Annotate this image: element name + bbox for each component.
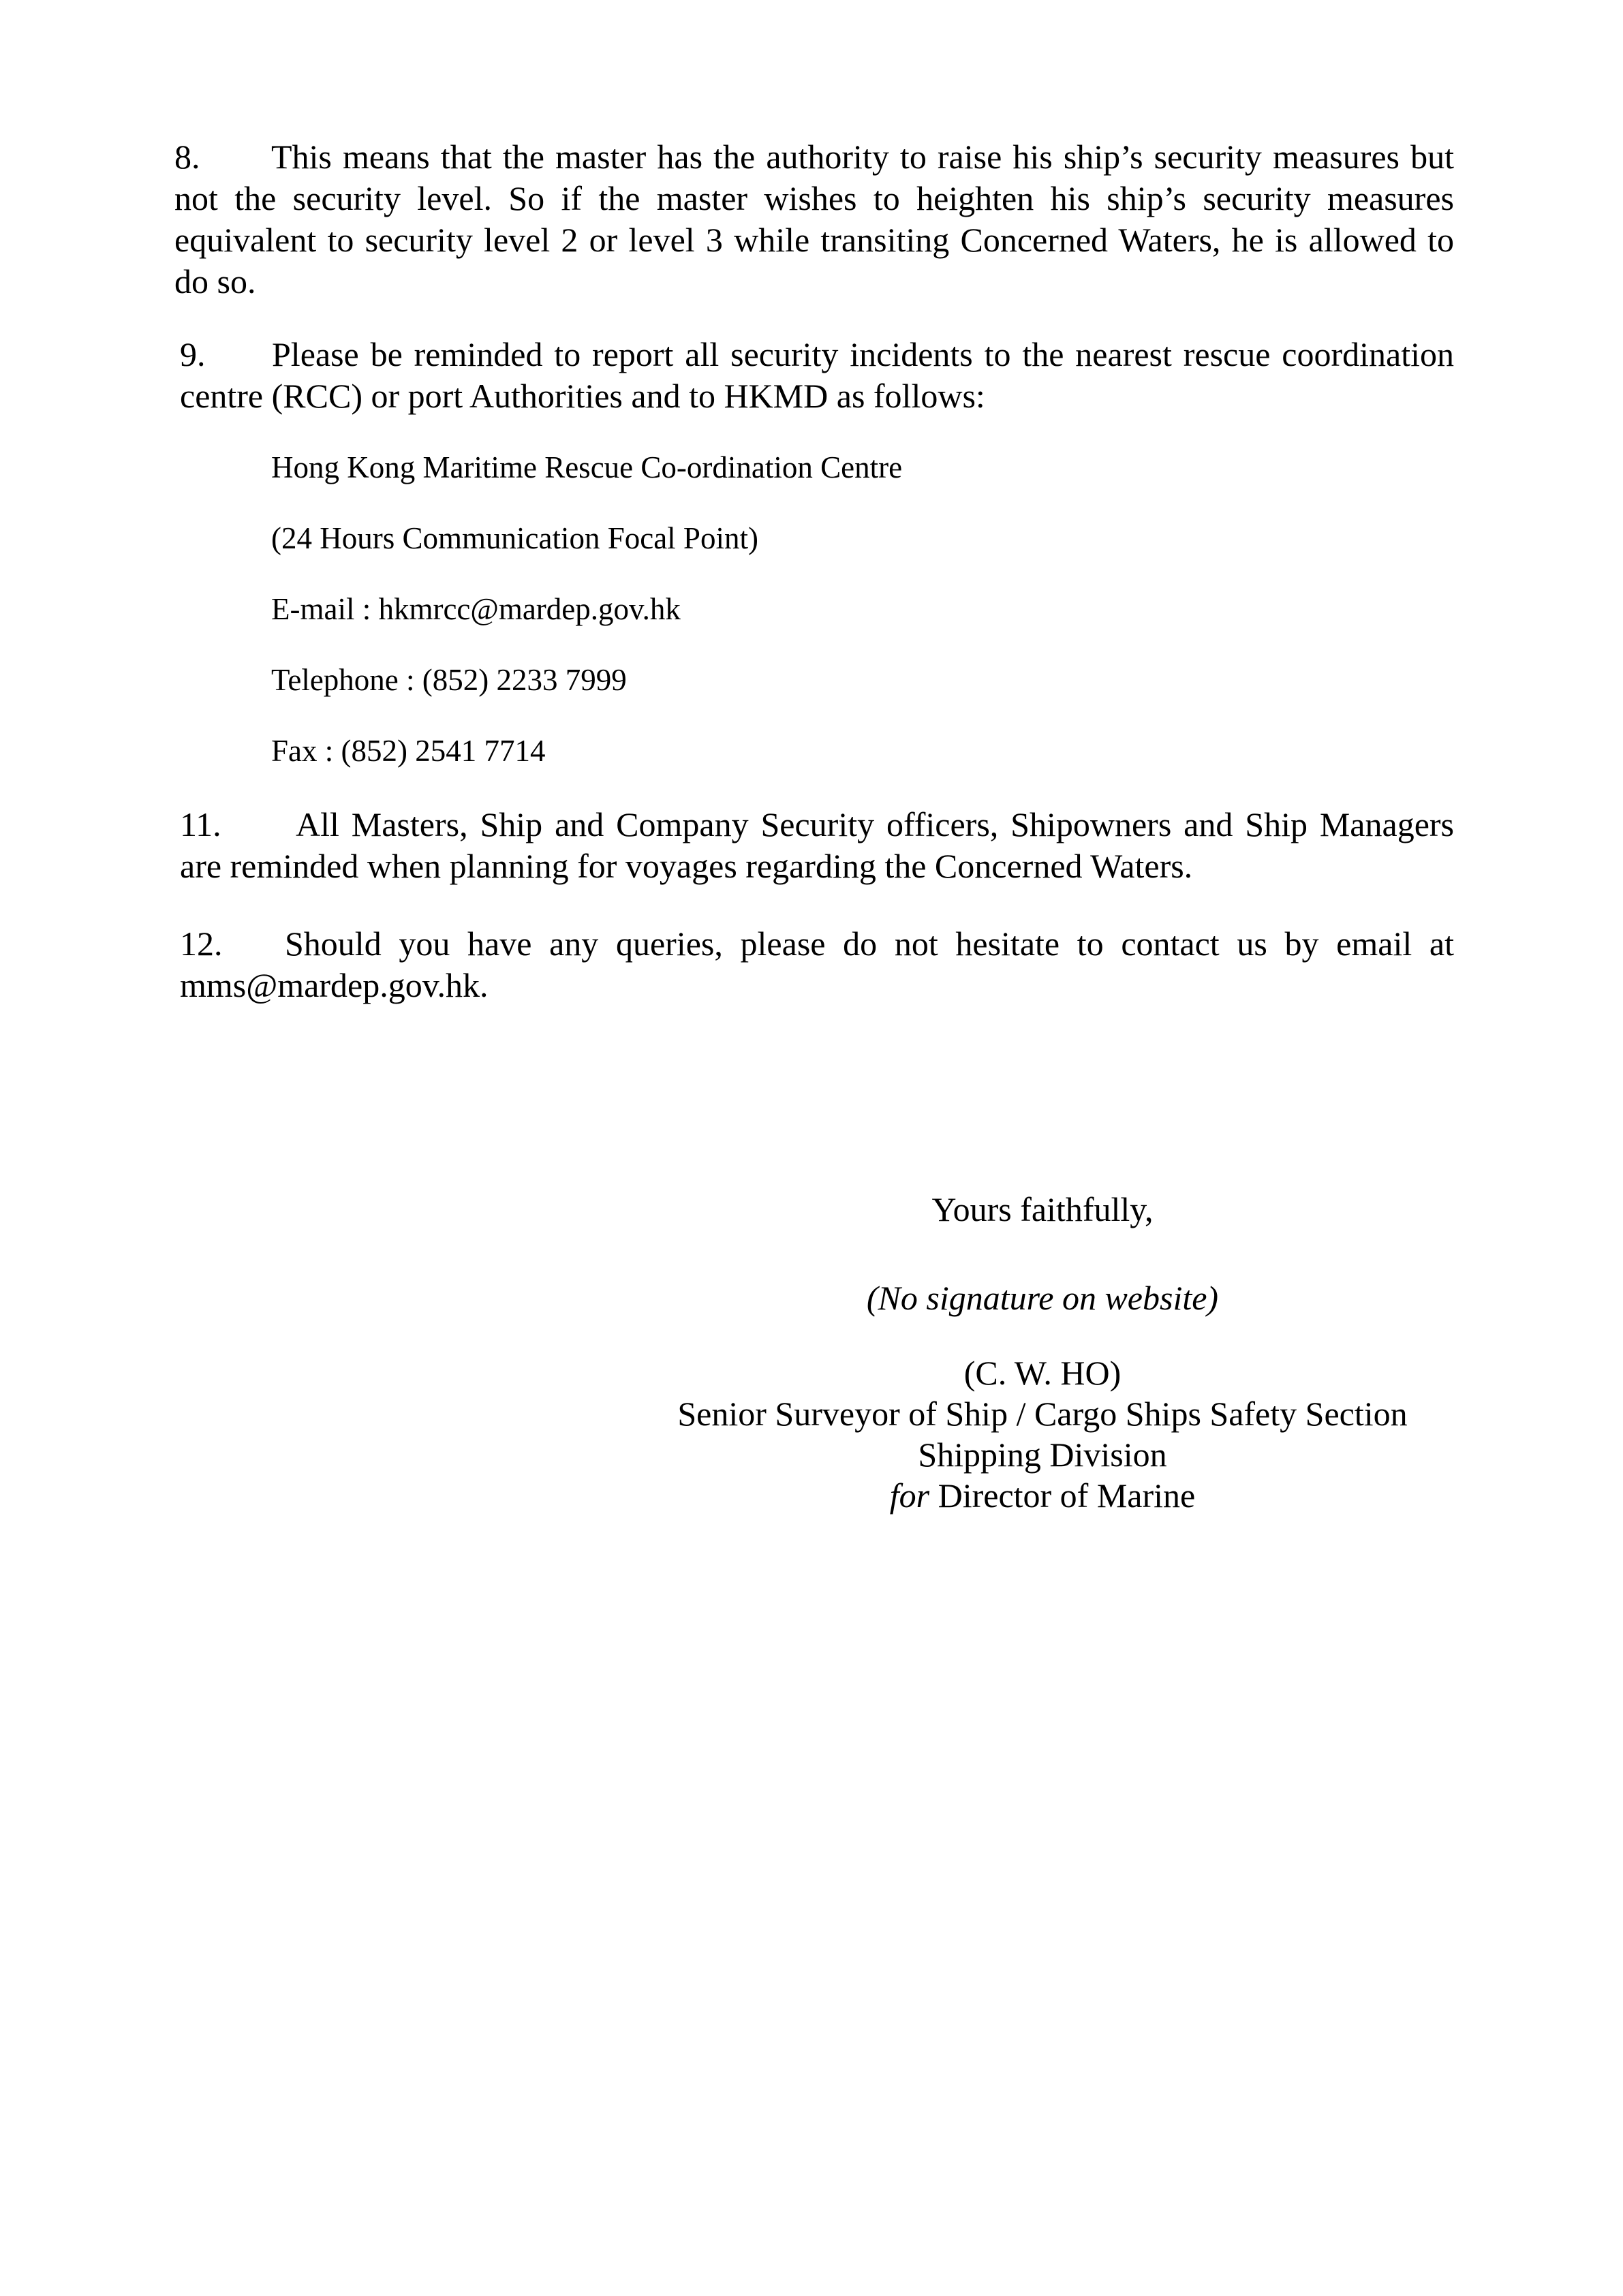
signatory-title: Senior Surveyor of Ship / Cargo Ships Safety Section — [677, 1395, 1408, 1433]
contact-note: (24 Hours Communication Focal Point) — [271, 521, 758, 555]
paragraph-text: Should you have any queries, please do not hesitate to contact us by email at mms@mardep.gov.hk. — [180, 925, 1454, 1004]
signatory-name: (C. W. HO) — [963, 1354, 1122, 1392]
contact-telephone: Telephone : (852) 2233 7999 — [271, 663, 627, 697]
signatory-division: Shipping Division — [918, 1436, 1167, 1474]
paragraph-9 — [180, 334, 1454, 417]
paragraph-number: 9. — [180, 335, 206, 373]
paragraph-11 — [180, 804, 1454, 887]
paragraph-text: This means that the master has the authority to raise his ship’s security measures but not the security level. So if the master wishes to heighten his ship’s security measures equivalent to security level 2 or level 3 while transiting Concerned Waters, he is allowed to do so. — [174, 138, 1454, 300]
for-word: for — [889, 1476, 930, 1515]
paragraph-text: Please be reminded to report all security incidents to the nearest rescue coordination centre (RCC) or port Authorities and to HKMD as follows: — [180, 335, 1454, 415]
signatory-for-line — [640, 1475, 1444, 1517]
contact-fax: Fax : (852) 2541 7714 — [271, 734, 546, 768]
paragraph-number: 8. — [174, 138, 200, 176]
director-text: Director of Marine — [929, 1476, 1196, 1515]
contact-email: E-mail : hkmrcc@mardep.gov.hk — [271, 592, 681, 626]
paragraph-number: 11. — [180, 805, 221, 843]
paragraph-12 — [180, 923, 1454, 1006]
paragraph-text: All Masters, Ship and Company Security officers, Shipowners and Ship Managers are reminded when planning for voyages regarding the Concerned Waters. — [180, 805, 1454, 885]
paragraph-number: 12. — [180, 925, 223, 963]
no-signature-note: (No signature on website) — [866, 1279, 1219, 1317]
closing-line: Yours faithfully, — [931, 1190, 1154, 1228]
paragraph-8 — [174, 136, 1454, 302]
contact-name: Hong Kong Maritime Rescue Co-ordination Centre — [271, 450, 903, 484]
